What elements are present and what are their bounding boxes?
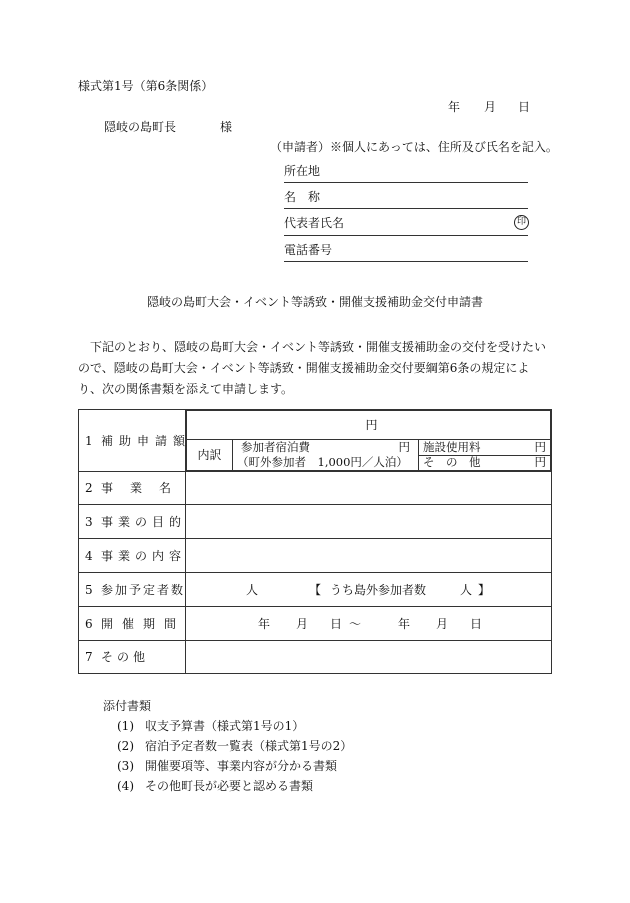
applicant-note: ※個人にあっては、住所及び氏名を記入。 [330, 140, 558, 154]
date-day: 日 [518, 100, 531, 114]
addressee-name: 隠岐の島町長 [104, 120, 177, 134]
application-table [78, 409, 552, 674]
attachment-item: (1) 収支予算書（様式第1号の1） [117, 719, 305, 733]
content-value[interactable] [186, 539, 552, 573]
purpose-value[interactable] [186, 505, 552, 539]
field-phone-label: 電話番号 [284, 243, 333, 257]
row-label-content: 4 事業の内容 [79, 539, 186, 573]
table-row-amount [79, 410, 552, 472]
table-row [79, 539, 552, 573]
field-address-line[interactable] [284, 182, 528, 183]
date-month: 月 [484, 100, 497, 114]
table-row [79, 573, 552, 607]
date-year: 年 [448, 100, 461, 114]
amount-cell [186, 410, 552, 472]
attachment-item: (3) 開催要項等、事業内容が分かる書類 [117, 759, 338, 773]
body-text: 下記のとおり、隠岐の島町大会・イベント等誘致・開催支援補助金の交付を受けたいので、隠岐の島町大会・イベント等誘致・開催支援補助金交付要綱第6条の規定により、次の関係書類を添えて申請します。 [78, 340, 547, 396]
field-name-label: 名 称 [284, 190, 321, 204]
row-label-event-name: 2 事業名 [79, 472, 186, 505]
period-value[interactable]: 年 月 日 ～ 年 月 日 [186, 607, 552, 641]
row-label-participants: 5 参加予定者数 [79, 573, 186, 607]
row-label-period: 6 開催期間 [79, 607, 186, 641]
form-number: 様式第1号（第6条関係） [78, 79, 214, 93]
table-row [79, 607, 552, 641]
field-address-label: 所在地 [284, 164, 321, 178]
event-name-value[interactable] [186, 472, 552, 505]
row-label-amount: 1 補助申請額 [79, 410, 186, 472]
table-row [79, 472, 552, 505]
field-representative-label: 代表者氏名 [284, 216, 345, 230]
attachment-item: (4) その他町長が必要と認める書類 [117, 779, 314, 793]
table-row [79, 505, 552, 539]
other-value[interactable] [186, 641, 552, 674]
attachments-title: 添付書類 [103, 699, 152, 713]
field-phone-line[interactable] [284, 261, 528, 262]
addressee-honorific: 様 [220, 120, 233, 134]
participants-value[interactable]: 人 【 うち島外参加者数 人 】 [186, 573, 552, 607]
field-name-line[interactable] [284, 208, 528, 209]
row-label-other: 7 その他 [79, 641, 186, 674]
row-label-purpose: 3 事業の目的 [79, 505, 186, 539]
body-paragraph [78, 337, 553, 400]
amount-inner [186, 410, 551, 471]
attachment-item: (2) 宿泊予定者数一覧表（様式第1号の2） [117, 739, 353, 753]
facility-other-cell[interactable]: 施設使用料 円 そ の 他 円 [419, 440, 551, 471]
lodging-cell[interactable]: 参加者宿泊費 円 （町外参加者 1,000円／人泊） [233, 440, 419, 471]
document-title: 隠岐の島町大会・イベント等誘致・開催支援補助金交付申請書 [146, 295, 483, 309]
field-representative-line[interactable] [284, 235, 528, 236]
seal-mark: 印 [514, 215, 529, 230]
breakdown-label: 内訳 [187, 440, 233, 471]
amount-total[interactable]: 円 [187, 411, 551, 440]
applicant-label: （申請者） [270, 140, 331, 154]
table-row [79, 641, 552, 674]
